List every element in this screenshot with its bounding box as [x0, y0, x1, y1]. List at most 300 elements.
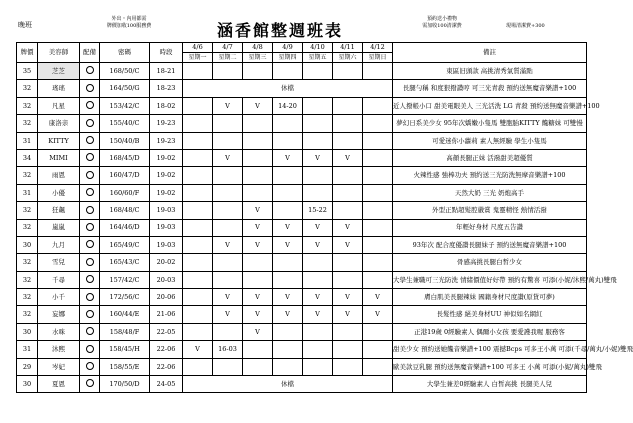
note-cell: 東區旧頭款 高挑清秀氣質滿點: [393, 63, 587, 80]
day-cell: [273, 358, 303, 375]
table-row: [17, 219, 587, 236]
price-cell: 32: [17, 306, 38, 323]
day-cell: [243, 271, 273, 288]
circle-icon: [86, 240, 94, 248]
circle-icon: [86, 345, 94, 353]
booking-note: 預約送小禮物: [426, 16, 457, 22]
circle-icon: [86, 101, 94, 109]
code-cell: 158/55/E: [100, 358, 150, 375]
schedule-table: [16, 42, 633, 393]
col-price: 牌價: [17, 43, 38, 63]
day-cell: [273, 167, 303, 184]
circle-icon: [86, 362, 94, 370]
circle-icon: [86, 293, 94, 301]
code-cell: 170/50/D: [100, 376, 150, 393]
circle-icon: [86, 327, 94, 335]
day-cell: [303, 132, 333, 149]
assignment-cell: [80, 97, 100, 114]
day-cell: [363, 254, 393, 271]
col-beautician: 美容師: [38, 43, 80, 63]
time-cell: 19-23: [150, 115, 183, 132]
day-cell: [183, 184, 213, 201]
table-row: [17, 341, 587, 358]
day-cell: V: [273, 149, 303, 166]
time-cell: 20-03: [150, 271, 183, 288]
note-cell: 甜美少女 預約送她饞音樂譜+100 震撼Bcps 可多王小萬 可添(千尋/萬丸/小妮)雙飛: [393, 341, 587, 358]
day-cell: [303, 115, 333, 132]
day-cell: [183, 306, 213, 323]
table-row: [17, 254, 587, 271]
day-cell: [363, 323, 393, 340]
code-cell: 155/40/C: [100, 115, 150, 132]
time-cell: 24-05: [150, 376, 183, 393]
note-cell: 長腿勻稱 和度狠撥讚哼 可三光青殺 預約送無魔音樂譜+100: [393, 80, 587, 97]
beautician-name: 康洛亲: [38, 115, 80, 132]
price-cell: 32: [17, 219, 38, 236]
day-cell: V: [273, 289, 303, 306]
note-cell: 年輕好身材 尺度五告讚: [393, 219, 587, 236]
day-cell: [303, 97, 333, 114]
note-cell: 可愛迷你小蘿莉 素人無經驗 學生小隻馬: [393, 132, 587, 149]
day-cell: [213, 358, 243, 375]
col-code: 密碼: [100, 43, 150, 63]
col-weekday: 星期日: [363, 53, 393, 63]
code-cell: 153/42/C: [100, 97, 150, 114]
beautician-name: 狂飆: [38, 202, 80, 219]
code-cell: 158/48/F: [100, 323, 150, 340]
circle-icon: [86, 258, 94, 266]
beautician-name: 沐熙: [38, 341, 80, 358]
day-cell: V: [243, 97, 273, 114]
header-row: [17, 43, 587, 53]
assignment-cell: [80, 271, 100, 288]
price-cell: 31: [17, 341, 38, 358]
day-cell: [213, 115, 243, 132]
day-cell: [363, 97, 393, 114]
day-cell: [213, 167, 243, 184]
day-cell: V: [243, 323, 273, 340]
col-date: 4/9: [273, 43, 303, 53]
price-cell: 32: [17, 289, 38, 306]
day-cell: [213, 202, 243, 219]
time-cell: 19-03: [150, 219, 183, 236]
price-cell: 32: [17, 271, 38, 288]
time-cell: 20-02: [150, 254, 183, 271]
day-cell: V: [303, 306, 333, 323]
time-cell: 22-05: [150, 323, 183, 340]
note-cell: 夢幻日系美少女 95年次嬌嫩小隻馬 雙胞胎KITTY 饞糖妹 可雙慢: [393, 115, 587, 132]
day-cell: [333, 358, 363, 375]
code-cell: 165/43/C: [100, 254, 150, 271]
time-cell: 19-02: [150, 167, 183, 184]
day-cell: [303, 323, 333, 340]
day-cell: V: [273, 306, 303, 323]
day-cell: [183, 132, 213, 149]
assignment-cell: [80, 167, 100, 184]
assignment-cell: [80, 376, 100, 393]
surcharge-note: 牌價加收100服務費: [106, 23, 152, 29]
day-cell: [363, 271, 393, 288]
note-cell: 火辣性感 強棒功夫 預約送三光防洗無摩音樂譜+100: [393, 167, 587, 184]
circle-icon: [86, 275, 94, 283]
price-cell: 30: [17, 236, 38, 253]
code-cell: 168/50/C: [100, 63, 150, 80]
day-cell: [333, 323, 363, 340]
cleaning-fee-note: 現場清潔費+300: [506, 23, 545, 29]
col-weekday: 星期五: [303, 53, 333, 63]
day-cell: V: [213, 289, 243, 306]
day-cell: [183, 289, 213, 306]
beautician-name: 小千: [38, 289, 80, 306]
circle-icon: [86, 188, 94, 196]
note-cell: 大學生兼職可三光防洗 情緒價值好好帶 預約有驚喜 可添(小妮/沐熙/萬丸)雙飛: [393, 271, 587, 288]
day-cell: [363, 219, 393, 236]
day-cell: [183, 323, 213, 340]
code-cell: 160/47/D: [100, 167, 150, 184]
day-cell: [243, 132, 273, 149]
day-cell: V: [303, 219, 333, 236]
day-cell: [183, 236, 213, 253]
day-cell: V: [183, 341, 213, 358]
price-cell: 32: [17, 80, 38, 97]
day-cell: [333, 202, 363, 219]
table-row: [17, 149, 587, 166]
day-cell: V: [213, 306, 243, 323]
day-cell: [243, 115, 273, 132]
table-row: [17, 376, 587, 393]
day-cell: V: [303, 289, 333, 306]
day-cell: V: [243, 202, 273, 219]
day-cell: V: [243, 236, 273, 253]
code-cell: 168/48/C: [100, 202, 150, 219]
circle-icon: [86, 379, 94, 387]
day-cell: [333, 132, 363, 149]
col-notes: 備註: [393, 43, 587, 63]
circle-icon: [86, 171, 94, 179]
price-cell: 30: [17, 376, 38, 393]
assignment-cell: [80, 63, 100, 80]
day-cell: [363, 202, 393, 219]
note-cell: 長髮性感 絕美身材UU 神似如名網紅: [393, 306, 587, 323]
day-cell: V: [333, 149, 363, 166]
table-row: [17, 358, 587, 375]
day-cell: V: [303, 236, 333, 253]
time-cell: 18-21: [150, 63, 183, 80]
table-row: [17, 97, 587, 114]
time-cell: 20-06: [150, 289, 183, 306]
day-cell: [213, 254, 243, 271]
day-cell: [273, 254, 303, 271]
day-cell: [273, 63, 303, 80]
col-date: 4/7: [213, 43, 243, 53]
table-row: [17, 271, 587, 288]
code-cell: 158/45/H: [100, 341, 150, 358]
price-cell: 32: [17, 254, 38, 271]
time-cell: 19-23: [150, 132, 183, 149]
assignment-cell: [80, 289, 100, 306]
day-cell: [273, 132, 303, 149]
beautician-name: 嵐嵐: [38, 219, 80, 236]
time-cell: 21-06: [150, 306, 183, 323]
day-cell: [243, 341, 273, 358]
assignment-cell: [80, 219, 100, 236]
time-cell: 19-03: [150, 202, 183, 219]
day-cell: [333, 97, 363, 114]
note-cell: 高顏長腿正妹 活潑甜美超優質: [393, 149, 587, 166]
day-cell: [183, 63, 213, 80]
day-cell: [363, 149, 393, 166]
circle-icon: [86, 66, 94, 74]
booking-notes: [402, 16, 482, 30]
day-cell: V: [333, 289, 363, 306]
day-cell: V: [243, 289, 273, 306]
assignment-cell: [80, 306, 100, 323]
col-weekday: 星期四: [273, 53, 303, 63]
surcharge-note: 外出・內用都需: [111, 16, 147, 22]
day-cell: V: [213, 149, 243, 166]
table-row: [17, 306, 587, 323]
time-cell: 19-02: [150, 184, 183, 201]
shift-label: 晚班: [18, 21, 32, 29]
code-cell: 157/42/C: [100, 271, 150, 288]
assignment-cell: [80, 184, 100, 201]
col-date: 4/8: [243, 43, 273, 53]
beautician-name: 九月: [38, 236, 80, 253]
table-row: [17, 63, 587, 80]
price-cell: 32: [17, 167, 38, 184]
beautician-name: 小優: [38, 184, 80, 201]
day-cell: [273, 115, 303, 132]
table-row: [17, 289, 587, 306]
beautician-name: 雪兒: [38, 254, 80, 271]
day-cell: [333, 341, 363, 358]
col-date: 4/10: [303, 43, 333, 53]
day-cell: 15-22: [303, 202, 333, 219]
day-cell: [363, 167, 393, 184]
day-cell: [213, 271, 243, 288]
table-row: [17, 323, 587, 340]
price-cell: 31: [17, 132, 38, 149]
col-weekday: 星期六: [333, 53, 363, 63]
day-cell: [213, 219, 243, 236]
assignment-cell: [80, 254, 100, 271]
circle-icon: [86, 223, 94, 231]
day-cell: [303, 184, 333, 201]
price-cell: 31: [17, 184, 38, 201]
table-row: [17, 80, 587, 97]
note-cell: 大學生兼差0經驗素人 白皙高挑 長腿美人兒: [393, 376, 587, 393]
code-cell: 160/44/E: [100, 306, 150, 323]
col-weekday: 星期三: [243, 53, 273, 63]
beautician-name: 芝芝: [38, 63, 80, 80]
time-cell: 19-02: [150, 149, 183, 166]
beautician-name: 夏恩: [38, 376, 80, 393]
day-cell: [273, 271, 303, 288]
day-cell: [363, 132, 393, 149]
day-cell: [183, 271, 213, 288]
day-cell: [183, 149, 213, 166]
price-cell: 32: [17, 202, 38, 219]
day-cell: V: [333, 306, 363, 323]
day-cell: [243, 254, 273, 271]
day-cell: [213, 184, 243, 201]
beautician-name: 凡星: [38, 97, 80, 114]
day-cell: [213, 63, 243, 80]
table-row: [17, 184, 587, 201]
circle-icon: [86, 136, 94, 144]
day-cell: [273, 184, 303, 201]
circle-icon: [86, 310, 94, 318]
day-cell: [303, 167, 333, 184]
day-cell: [303, 341, 333, 358]
table-row: [17, 167, 587, 184]
day-cell: [243, 184, 273, 201]
beautician-name: 妄娜: [38, 306, 80, 323]
code-cell: 164/46/D: [100, 219, 150, 236]
day-cell: [333, 63, 363, 80]
day-cell: [183, 219, 213, 236]
table-row: [17, 115, 587, 132]
time-cell: 18-02: [150, 97, 183, 114]
table-row: [17, 202, 587, 219]
col-weekday: 星期二: [213, 53, 243, 63]
beautician-name: KITTY: [38, 132, 80, 149]
day-cell: [243, 63, 273, 80]
rest-notice: 休檔: [183, 80, 393, 97]
day-cell: V: [333, 219, 363, 236]
day-cell: V: [333, 236, 363, 253]
day-cell: V: [303, 149, 333, 166]
day-cell: [243, 358, 273, 375]
col-weekday: 星期一: [183, 53, 213, 63]
day-cell: [333, 254, 363, 271]
code-cell: 165/49/C: [100, 236, 150, 253]
assignment-cell: [80, 115, 100, 132]
day-cell: [213, 132, 243, 149]
beautician-name: 岑妃: [38, 358, 80, 375]
day-cell: [273, 341, 303, 358]
table-row: [17, 132, 587, 149]
day-cell: V: [243, 219, 273, 236]
assignment-cell: [80, 358, 100, 375]
assignment-cell: [80, 149, 100, 166]
price-cell: 29: [17, 358, 38, 375]
beautician-name: MIMI: [38, 149, 80, 166]
day-cell: [303, 271, 333, 288]
day-cell: [333, 115, 363, 132]
note-cell: 93年次 配合度優讚長腿妹子 預約送無魔音樂譜+100: [393, 236, 587, 253]
day-cell: [243, 167, 273, 184]
assignment-cell: [80, 236, 100, 253]
code-cell: 160/60/F: [100, 184, 150, 201]
price-cell: 34: [17, 149, 38, 166]
code-cell: 168/45/D: [100, 149, 150, 166]
table-row: [17, 236, 587, 253]
day-cell: [273, 202, 303, 219]
day-cell: [183, 358, 213, 375]
rest-notice: 休檔: [183, 376, 393, 393]
day-cell: [183, 97, 213, 114]
day-cell: [183, 202, 213, 219]
page-title: 涵香館整週班表: [216, 21, 343, 40]
day-cell: V: [363, 306, 393, 323]
time-cell: 22-06: [150, 358, 183, 375]
col-date: 4/12: [363, 43, 393, 53]
note-cell: 歐美款豆乳腿 預約送無魔音樂譜+100 可多王 小萬 可添(小妮/萬丸)雙飛: [393, 358, 587, 375]
schedule-rows: [17, 63, 633, 393]
day-cell: [333, 184, 363, 201]
day-cell: [213, 323, 243, 340]
day-cell: [363, 341, 393, 358]
day-cell: 16-03: [213, 341, 243, 358]
day-cell: [303, 358, 333, 375]
code-cell: 150/40/B: [100, 132, 150, 149]
assignment-cell: [80, 132, 100, 149]
day-cell: [183, 167, 213, 184]
beautician-name: 千尋: [38, 271, 80, 288]
day-cell: [183, 254, 213, 271]
price-cell: 32: [17, 97, 38, 114]
day-cell: [243, 149, 273, 166]
col-assignment: 配備: [80, 43, 100, 63]
note-cell: 正港19歲 0經驗素人 偶爾小女孩 要愛護我喔 服務客: [393, 323, 587, 340]
day-cell: V: [243, 306, 273, 323]
circle-icon: [86, 206, 94, 214]
assignment-cell: [80, 202, 100, 219]
day-cell: V: [213, 236, 243, 253]
beautician-name: 水咪: [38, 323, 80, 340]
day-cell: [363, 236, 393, 253]
circle-icon: [86, 119, 94, 127]
day-cell: [363, 358, 393, 375]
note-cell: 外型正點超髮腔嚴賞 鬼靈精怪 熱情活潑: [393, 202, 587, 219]
code-cell: 172/56/C: [100, 289, 150, 306]
col-time: 時段: [150, 43, 183, 63]
day-cell: [303, 63, 333, 80]
price-cell: 30: [17, 323, 38, 340]
code-cell: 164/50/G: [100, 80, 150, 97]
day-cell: V: [273, 236, 303, 253]
col-date: 4/6: [183, 43, 213, 53]
day-cell: 14-20: [273, 97, 303, 114]
circle-icon: [86, 153, 94, 161]
day-cell: [273, 323, 303, 340]
note-cell: 近人撥帳小口 甜美電眼美人 三光活洗 LG 青殺 預約送無魔音樂譜+100: [393, 97, 587, 114]
day-cell: V: [213, 97, 243, 114]
beautician-name: 雨恩: [38, 167, 80, 184]
assignment-cell: [80, 341, 100, 358]
day-cell: [333, 167, 363, 184]
surcharge-notes: [84, 16, 174, 30]
day-cell: [303, 254, 333, 271]
assignment-cell: [80, 323, 100, 340]
time-cell: 22-06: [150, 341, 183, 358]
beautician-name: 瑤瑤: [38, 80, 80, 97]
assignment-cell: [80, 80, 100, 97]
day-cell: [363, 63, 393, 80]
circle-icon: [86, 84, 94, 92]
day-cell: [333, 271, 363, 288]
note-cell: 天然大奶 三光 奶炮高手: [393, 184, 587, 201]
price-cell: 35: [17, 63, 38, 80]
note-cell: 膚白肌美長腿辣妹 國籍身材尺度讚(原貨可夢): [393, 289, 587, 306]
note-cell: 骨感高挑長腿白皙少女: [393, 254, 587, 271]
col-date: 4/11: [333, 43, 363, 53]
day-cell: [183, 115, 213, 132]
day-cell: V: [363, 289, 393, 306]
day-cell: [363, 184, 393, 201]
time-cell: 18-23: [150, 80, 183, 97]
